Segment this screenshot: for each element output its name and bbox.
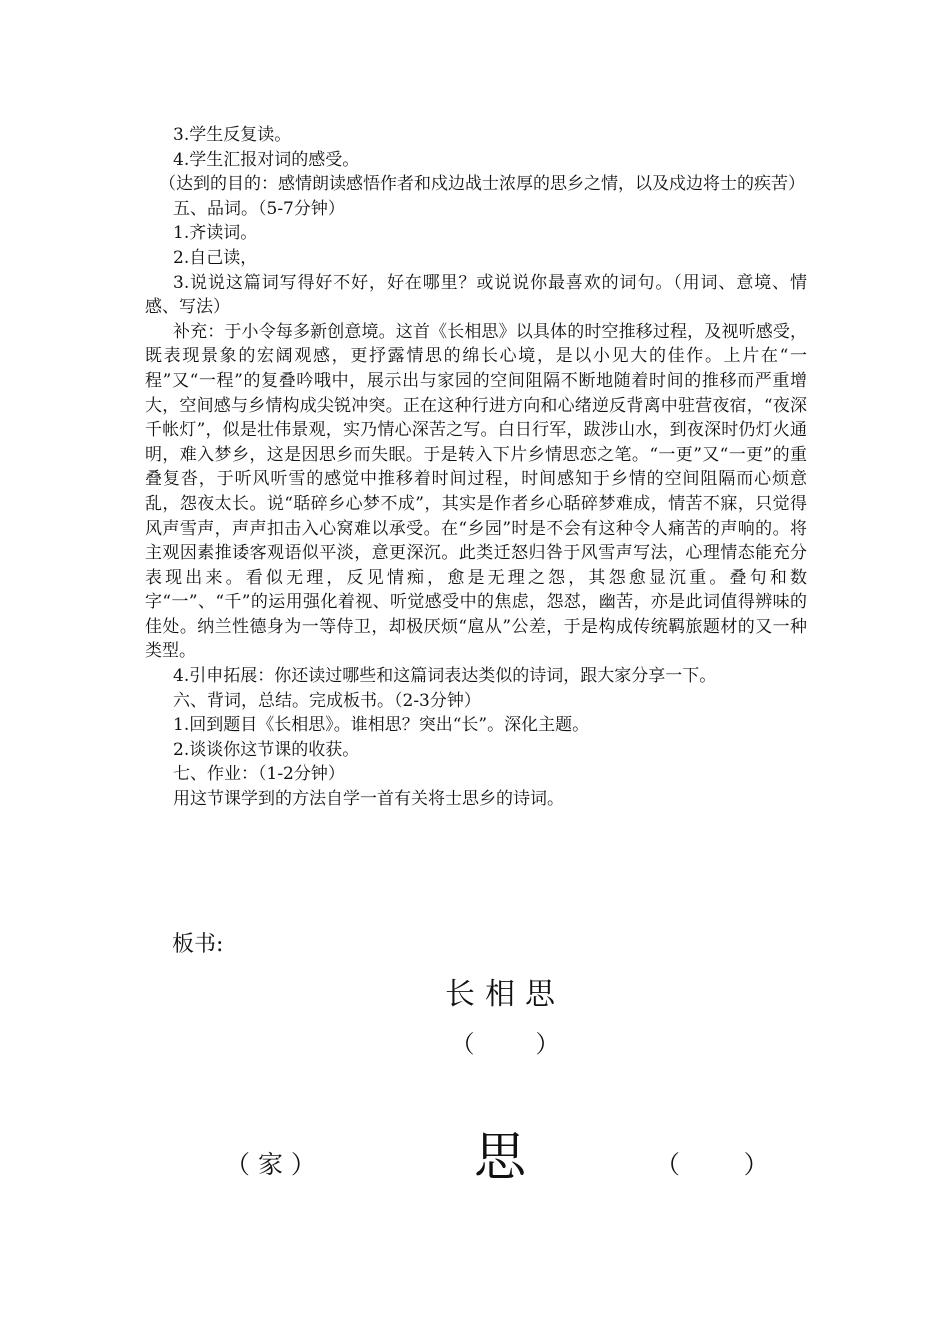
section-5-item-2: 2.自己读，	[173, 247, 258, 268]
blackboard-label: 板书:	[172, 932, 224, 957]
section-7-heading: 七、作业：（1-2分钟）	[173, 764, 345, 785]
section-6-heading: 六、背词，总结。完成板书。（2-3分钟）	[173, 690, 481, 711]
blackboard-center-character: 思	[473, 1128, 526, 1188]
section-5-item-1: 1.齐读词。	[173, 223, 258, 244]
lesson-plan-body	[145, 123, 807, 812]
section-5-item-3: 3.说说这篇词写得好不好，好在哪里？或说说你最喜欢的词句。（用词、意境、情感、写法）	[145, 272, 807, 318]
blackboard-left-item: （ 家 ）	[225, 1150, 316, 1179]
section-5-item-4: 4.引申拓展：你还读过哪些和这篇词表达类似的诗词，跟大家分享一下。	[173, 666, 717, 687]
goal-note: （达到的目的：感情朗读感悟作者和戍边战士浓厚的思乡之情，以及戍边将士的疾苦）	[159, 174, 805, 195]
step-4-report-feelings: 4.学生汇报对词的感受。	[173, 149, 360, 170]
section-6-item-1: 1.回到题目《长相思》。谁相思？突出“长”。深化主题。	[173, 715, 590, 736]
supplement-paragraph: 补充：于小令每多新创意境。这首《长相思》以具体的时空推移过程，及视听感受，既表现景象的宏阔观感，更抒露情思的绵长心境，是以小见大的佳作。上片在“一程”又“一程”的复叠吟哦中，展示出与家园的空间阻隔不断地随着时间的推移而严重增大，空间感与乡情构成尖锐冲突。正在这种行进方向和心绪逆反背离中驻营夜宿，“夜深千帐灯”，似是壮伟景观，实乃情心深苦之写。白日行军，跋涉山水，到夜深时仍灯火通明，难入梦乡，这是因思乡而失眠。于是转入下片乡情思恋之笔。“一更”又“一更”的重叠复沓，于听风听雪的感觉中推移着时间过程，时间感知于乡情的空间阻隔而心烦意乱，怨夜太长。说“聒碎乡心梦不成”，其实是作者乡心聒碎梦难成，情苦不寐，只觉得风声雪声，声声扣击入心窝难以承受。在“乡园”时是不会有这种令人痛苦的声响的。将主观因素推诿客观语似平淡，意更深沉。此类迁怒归咎于风雪声写法，心理情态能充分表现出来。看似无理，反见情痴，愈是无理之怨，其怨愈显沉重。叠句和数字“一”、“千”的运用强化着视、听觉感受中的焦虑，怨怼，幽苦，亦是此词值得辨味的佳处。纳兰性德身为一等侍卫，却极厌烦“扈从”公差，于是构成传统羁旅题材的又一种类型。	[145, 321, 807, 662]
section-5-heading: 五、品词。（5-7分钟）	[173, 198, 345, 219]
blackboard-title: 长相思	[445, 977, 565, 1012]
blackboard-title-blank: （ ）	[450, 1030, 560, 1058]
step-3-repeat-reading: 3.学生反复读。	[173, 125, 292, 145]
homework-text: 用这节课学到的方法自学一首有关将士思乡的诗词。	[173, 789, 564, 810]
section-6-item-2: 2.谈谈你这节课的收获。	[173, 739, 360, 760]
blackboard-right-blank: （ ）	[655, 1150, 769, 1179]
